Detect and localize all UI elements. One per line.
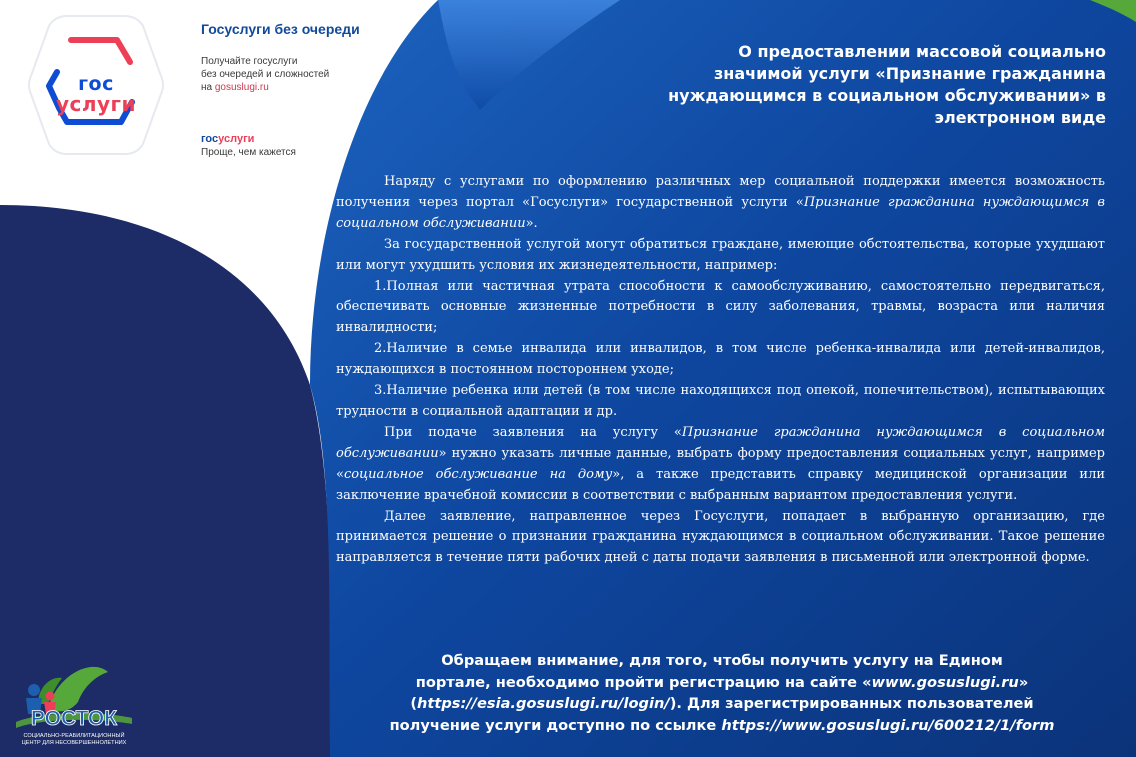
application-text-1: При подаче заявления на услугу « (384, 424, 682, 440)
application-service-name: Признание гражданина нуждающимся в социальном обслуживании (336, 424, 1105, 461)
tagline-line-2: без очередей и сложностей (201, 69, 330, 80)
notice-text-3b: ). Для зарегистрированных пользователей (669, 695, 1034, 712)
brand-footer-wordmark (201, 133, 254, 145)
rostok-figure-adult-head (28, 684, 40, 696)
paragraph-eligibility: За государственной услугой могут обратиться граждане, имеющие обстоятельства, которые ухудшают или могут ухудшить условия их жизнедеятельности, например: (336, 236, 1105, 273)
wordmark-uslugi: услуги (218, 133, 255, 145)
wordmark-gos: гос (201, 133, 219, 145)
intro-text: Наряду с услугами по оформлению различных мер социальной поддержки имеется возможность получения через портал «Госуслуги» государственной услуги « (336, 174, 1105, 210)
page-title (520, 41, 1106, 129)
list-item-2: 2.Наличие в семье инвалида или инвалидов, в том числе ребенка-инвалида или детей-инвалидов, нуждающихся в постоянном постороннем уходе; (336, 341, 1105, 378)
rostok-subtitle-1: СОЦИАЛЬНО-РЕАБИЛИТАЦИОННЫЙ (23, 733, 125, 739)
gosuslugi-link[interactable]: www.gosuslugi.ru (871, 673, 1019, 691)
notice-line-2 (338, 672, 1106, 694)
rostok-figure-child-head (46, 692, 55, 701)
application-home-service: социальное обслуживание на дому (343, 466, 613, 482)
paragraph-decision: Далее заявление, направленное через Госуслуги, попадает в выбранную организацию, где принимается решение о признании гражданина нуждающимся в социальном обслуживании. Такое решение направляется в течение пяти рабочих дней с даты подачи заявления в письменной или электронной форме. (336, 508, 1105, 566)
brand-tagline (201, 55, 371, 94)
notice-line-1: Обращаем внимание, для того, чтобы получить услугу на Едином (441, 652, 1003, 669)
intro-text-end: ». (525, 215, 538, 231)
esia-login-link[interactable]: https://esia.gosuslugi.ru/login/ (417, 695, 670, 712)
title-line-2: значимой услуги «Признание гражданина (714, 64, 1106, 83)
registration-notice (338, 650, 1106, 736)
tagline-url: gosuslugi.ru (214, 82, 269, 93)
service-form-link[interactable]: https://www.gosuslugi.ru/600212/1/form (721, 716, 1055, 734)
notice-text-3a: ( (410, 695, 418, 712)
tagline-line-1: Получайте госуслуги (201, 56, 298, 67)
tagline-line-3 (201, 81, 371, 94)
rostok-name: РОСТОК (30, 707, 118, 730)
logo-word-uslugi: услуги (55, 92, 137, 116)
notice-line-3 (338, 693, 1106, 715)
intro-service-name: Признание гражданина нуждающимся в социальном обслуживании (336, 194, 1105, 231)
paragraph-application (336, 423, 1105, 507)
application-text-2: » нужно указать личные данные, выбрать форму предоставления социальных услуг, например « (336, 445, 1105, 482)
title-line-3: нуждающимся в социальном обслуживании» в (668, 86, 1106, 105)
brand-title: Госуслуги без очереди (201, 21, 360, 37)
rostok-logo (8, 652, 140, 750)
paragraph-intro (336, 172, 1105, 235)
rostok-leaf-big (48, 667, 108, 711)
notice-text-2b: » (1018, 673, 1029, 691)
brand-slogan: Проще, чем кажется (201, 147, 296, 158)
tagline-prefix: на (201, 82, 215, 93)
list-item-1: 1.Полная или частичная утрата способности к самообслуживанию, самостоятельно передвигаться, обеспечивать основные жизненные потребности в силу заболевания, травмы, возраста или наличия инвалидности; (336, 278, 1105, 336)
notice-line-4 (338, 715, 1106, 737)
notice-text-2a: портале, необходимо пройти регистрацию на сайте « (415, 673, 872, 691)
list-item-3: 3.Наличие ребенка или детей (в том числе находящихся под опекой, попечительством), испытывающих трудности в социальной адаптации и др. (336, 383, 1105, 419)
notice-text-4a: получение услуги доступно по ссылке (389, 716, 722, 734)
application-text-3: », а также представить справку медицинской организации или заключение врачебной комиссии в соответствии с выбранным вариантом предоставления услуги. (336, 466, 1105, 503)
title-line-1: О предоставлении массовой социально (738, 42, 1106, 61)
logo-word-gos: гос (78, 73, 114, 95)
title-line-4: электронном виде (934, 108, 1106, 127)
rostok-subtitle-2: ЦЕНТР ДЛЯ НЕСОВЕРШЕННОЛЕТНИХ (21, 740, 127, 746)
body-text (336, 172, 1105, 569)
